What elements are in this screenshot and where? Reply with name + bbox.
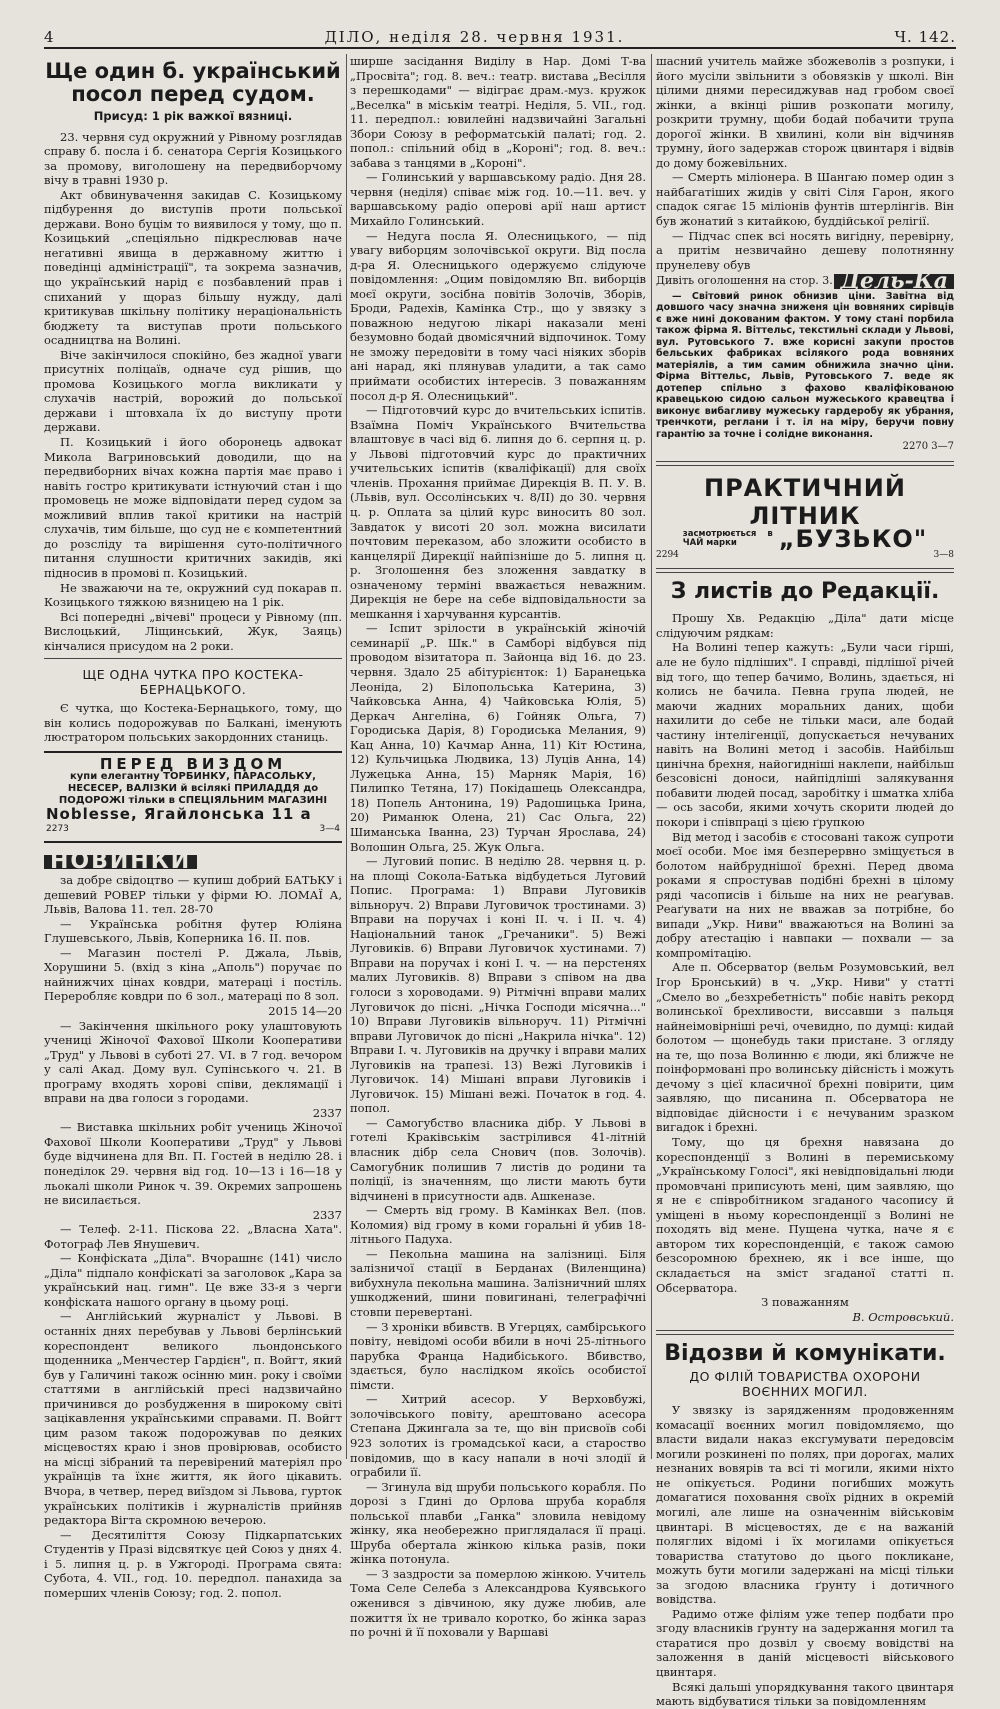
news-item: — Згинула від шруби польського корабля. По дорозі з Гдині до Орлова шруба корабля польської плавби „Ганка" зловила невідому жінку, яка необережно приглядалася її праці. Шруба обертала жінкою кілька разів, поки жінка потонула.: [350, 1479, 646, 1567]
ad-text: — Світовий ринок обнизив ціни. Завітна від довшого часу значна зниженя цін вовняних сирівців є вже нині докованим фактом. У тому стані порбила також фірма Я. Віттельс, текстильні склади у Львові, вул. Рутовського 7. вже корисні закупи простов бельських фабриках всілякого рода вовняних матеріялів, а тим самим обнижила значно ціни. Фірма Віттельс, Львів, Рутовського 7. веде як дотепер спільно з фахово кваліфікованою кравецькою сидою сальон мужеського кравецтва і виконує вибагливу мужеську гардеробу як убрання, тренчкоти, реглани і т. іл на міру, беручи повну гарантію за точне і солідне виконання.: [656, 290, 954, 440]
ad-title: ПЕРЕД ВИЗДОМ: [99, 754, 287, 773]
article-paragraph: П. Козицький і його оборонець адвокат Микола Вагриновський доводили, що на передвиборних вічах кожна партія має право і навіть гостро критикувати істнуючий стан і що промовець не може відповідати перед судом за можливий вплив такої критики на настрій слухачів, тим більше, що суд не є компетентний до розсліду та вирішення суто-політичного питання слушности критичних закидів, які підносив в промові п. Козицький.: [44, 435, 342, 580]
section-title-novinky: НОВИНКИ: [44, 855, 197, 870]
column-divider: [346, 54, 347, 1459]
column-3: [656, 54, 954, 1709]
ad-text: засмотрюється в ЧАЙ марки: [682, 528, 773, 548]
masthead-line: ДІЛО, неділя 28. червня 1931.: [324, 28, 625, 46]
page-number: 4: [44, 28, 55, 46]
issue-number: Ч. 142.: [894, 28, 956, 46]
article-paragraph: Віче закінчилося спокійно, без жадної уваги присутніх поліцаїв, одначе суд рішив, що промова Козицького могла викликати у слухачів настрій, ворожий до польської держави і штовхала їх до виступу проти держави.: [44, 347, 342, 435]
ad-number: 2015 14—20: [268, 1003, 342, 1018]
advertisement-noblesse: [44, 751, 342, 843]
news-item: — Голинський у варшавському радіо. Дня 28. червня (неділя) співає між год. 10.—11. веч. у варшавському радіо оперові арії наш артист Михайло Голинський.: [350, 170, 646, 229]
ad-number: 3—4: [319, 823, 340, 834]
section-title-letters: З листів до Редакції.: [670, 579, 940, 605]
section-title-vidozvy: Відозви й комунікати.: [664, 1341, 946, 1367]
news-item: — Пекольна машина на залізниці. Біля залізничої стації в Берданах (Виленщина) вибухнула пекольна машина. Залізничний шлях ушкоджений, шини повигинані, телеграфічні стовпи перевертані.: [350, 1246, 646, 1320]
ad-number: 2270 3—7: [902, 441, 954, 453]
ad-numbers: [46, 822, 340, 837]
column-divider: [651, 54, 652, 1459]
news-item: ширше засідання Виділу в Нар. Домі Т-ва „Просвіта"; год. 8. веч.: театр. вистава „Весілля з перешкодами" — відіграє драм.-муз. кружок „Веселка" в міськім театрі. Неділя, 5. VII., год. 11. передпол.: ювилейні надзвичайні Загальні Збори Союзу в реформатській палаті; год. 2. попол.: спільний обід в „Короні"; год. 8. веч.: забава з танцями в „Короні".: [350, 54, 646, 170]
news-item: шасний учитель майже збожеволів з розпуки, і його мусіли звільнити з обовязків у школі. Він цілими днями пересиджував над гробом своєї жінки, а вкінці рішив розкопати могилу, розкрити трумну, щоби бодай побачити трупа дорогої жінки. В хвилині, коли він відчиняв трумну, його задержав сторож цвинтаря і відвів до дому божевільних.: [656, 54, 954, 170]
news-item: — Виставка шкільних робіт учениць Жіночої Фахової Школи Кооперативи „Труд" у Львові буде відчинена для Вп. П. Гостей в неділю 28. і понеділок 29. червня від год. 10—13 і 16—18 у льокалі школи Ринок ч. 39. Окремих запрошень не висилається.: [44, 1120, 342, 1208]
article-paragraph: Радимо отже філіям уже тепер подбати про згоду власників ґрунту на задержання могил та старатися про дозвіл у своєму вовідстві на заложення в даній місцевості військового цвинтаря.: [656, 1606, 954, 1679]
divider: [656, 1330, 954, 1335]
letter-paragraph: Прошу Хв. Редакцію „Діла" дати місце слідуючим рядкам:: [656, 611, 954, 640]
delka-logo: Дель-Ка: [834, 274, 954, 289]
news-item: — Смерть від грому. В Камінках Вел. (пов. Коломия) від грому в коми горальні й убив 18-літнього Падуха.: [350, 1203, 646, 1247]
news-item: — Самогубство власника дібр. У Львові в готелі Краківськім застрілився 41-літній власник дібр села Снович (пов. Золочів). Самогубник полишив 7 листів до родини та поліції, із значенням, що листи мають бути відчинені в присутности адв. Ашкеназе.: [350, 1115, 646, 1203]
news-item: — Закінчення шкільного року улаштовують учениці Жіночої Фахової Школи Кооперативи „Труд" у Львові в суботі 27. VI. в 7 год. вечором у салі Акад. Дому вул. Супінського ч. 21. В програму входять хорові співи, деклямації і вправи на два голоси з городами.: [44, 1018, 342, 1106]
page-header: [44, 24, 956, 46]
tea-ad-row: [656, 524, 954, 553]
news-item: — Українська робітня футер Юліяна Глушевського, Львів, Коперника 16. II. пов.: [44, 916, 342, 946]
ad-number: 2294: [656, 549, 679, 560]
article-paragraph: У звязку із зарядженням продовженням комасації воєнних могил повідомляємо, що власти видали наказ ексгумувати передовсім могили розкинені по полях, при дорогах, малих незнаних вовярів та всі ті могили, якими ніхто не опікується. Родини погибших можуть домагатися поховання своїх рідних в окремій могилі, але лише на означеннім військовім цвинтарі. В місцевостях, де є на важаній поляглих відомі і їх могилами опікується товариства статутово до цього покликане, можуть бути могили задержані на місці тільки за згодою власника ґрунту і дотичного вовідства.: [656, 1403, 954, 1607]
letter-paragraph: Тому, що ця брехня навязана до кореспонденції з Волині в перемиському „Українському Голосі", які невідповідальні люди промовчані приписують мені, цим заявляю, що я не є співробітником згаданого часопису й уміщені в ньому кореспонденції з Волині не походять від мене. Пущена чутка, наче я є автором тих кореспонденцій, є також самою безсоромною брехнею, як і все інше, що складається на зміст згаданої статті п. Обсерватора.: [656, 1135, 954, 1295]
article-paragraph: Не зважаючи на те, окружний суд покарав п. Козицького тяжкою вязницею на 1 рік.: [44, 580, 342, 610]
news-item: — Смерть міліонера. В Шангаю помер один з найбагатіших жидів у світі Сіля Гарон, якого спадок сягає 15 міліонів фунтів штерлінгів. Він був жонатий з китайкою, буддійської релігії.: [656, 170, 954, 229]
article-paragraph: Всі попередні „вічеві" процеси у Рівному (пп. Вислоцький, Ліщинський, Жук, Заяць) кінчалися присудом на 2 роки.: [44, 609, 342, 653]
column-1: [44, 54, 342, 1600]
letter-signature: В. Островський.: [852, 1309, 954, 1324]
letter-paragraph: Але п. Обсерватор (вельм Розумовський, вел Ігор Бронський) в ч. „Укр. Ниви" у статті „Смело во „безхребетність" побіє навіть рекорд волинської брехливости, виссавши з пальця найнеімовірніші речі, очевидно, по думці: кидай болотом — щонебудь таки пристане. З огляду на те, що поза Волинню є люди, які ближче не поінформовані про волинську дійсність і можуть дечому з цієї класичної брехні повірити, цим заявляю, що писанина п. Обсерватора не відповідає дійсности і є нечуваним зразком вигадок і брехні.: [656, 960, 954, 1135]
divider: [44, 658, 342, 659]
article-headline: ДО ФІЛІЙ ТОВАРИСТВА ОХОРОНИ ВОЄННИХ МОГИЛ.: [689, 1369, 921, 1400]
news-item: — Конфіската „Діла". Вчорашнє (141) число „Діла" підпало конфіскаті за заголовок „Кара за український нац. гимн". Це вже 33-я з черги конфіската нашого органу в цьому році.: [44, 1251, 342, 1309]
ad-title: ПРАКТИЧНИЙ ЛІТНИК: [704, 473, 906, 530]
news-item: — З заздрости за померлою жінкою. Учитель Тома Селе Селеба з Александрова Куявського оженився з дівчиною, яку дуже любив, але пожиття їх не тривало коротко, бо жінка зараз по рочні й її поховали у Варшаві: [350, 1566, 646, 1640]
news-item: — З хроніки вбивств. В Угерцях, самбірського повіту, невідомі особи вбили в ночі 25-літнього парубка Франца Надибіського. Вбивство, здається, було наслідком якоїсь особистої пімсти.: [350, 1319, 646, 1392]
delka-ad-row: [656, 268, 954, 295]
letter-paragraph: На Волині тепер кажуть: „Були часи гірші, але не було підліших". І справді, підлішої річей від того, що тепер бачимо, Волинь, здається, ні колись не бачила. Певна група людей, не маючи жадних моральних даних, щоби нахилити до себе не тільки маси, але бодай частину інтелігенції, допускається нечуваних навіть на Волині метод і засобів. Найбільш цинічна брехня, найогидніші наклепи, найбільш безсовісні доноси, найпідліші залякування побавити людей посад, заробітку і шматка хліба — ось засоби, якими хочуть скорити людей до покори і співпраці з цією ґрупкою: [656, 640, 954, 829]
news-item: — Англійський журналіст у Львові. В останніх днях перебував у Львові берлінський кореспондент великого льондонського щоденника „Менчестер Гардієн", п. Войгт, який був у Галичині також осінню мин. року і своїми статтями в англійській пресі надзвичайно причинився до розбудження в широкому світі зацікавлення українськими справами. П. Войгт цим разом також подорожував по деяких місцевостях краю і знов провірював, особисто на місці зібраний та перевірений матеріял про українців та їхнє життя, як його цікавить. Вчора, в четвер, перед виїздом зі Львова, гурток українських політиків і журналістів прийняв редактора Вігта скромною вечерою.: [44, 1309, 342, 1528]
ad-number: 3—8: [933, 549, 954, 560]
ad-number: 2337: [312, 1105, 342, 1120]
news-item: — Підготовчий курс до вчительських іспитів. Взаїмна Поміч Українського Вчительства влаштовує в часі від 6. липня до 6. серпня ц. р. у Львові підготовчий курс до практичних учительських іспитів (кваліфікації) для своїх членів. Прохання приймає Дирекція В. П. У. В. (Львів, вул. Оссолінських ч. 8/II) до 30. червня ц. р. Оплата за цілий курс виносить 80 зол. Завдаток у висоті 20 зол. можна висилати почтовим переказом, або зложити особисто в канцелярії Дирекції найпізніше до 5. липня ц. р. Зголошення без зложення завдатку в означеному терміні вважається неважним. Дирекція не бере на себе відповідальности за мешкання і харчування курсантів.: [350, 403, 646, 621]
ad-number: 2273: [46, 823, 69, 834]
news-item: — Хитрий асесор. У Верховбужі, золочівського повіту, арештовано асесора Степана Джингала за те, що він присвоїв собі 923 золотих із громадської каси, а староство повідомив, що в касу напали в ночі злодії й ограбили її.: [350, 1392, 646, 1480]
article-headline: ЩЕ ОДНА ЧУТКА ПРО КОСТЕКА-БЕРНАЦЬКОГО.: [82, 667, 304, 698]
tea-brand: „БУЗЬКО": [778, 524, 928, 553]
divider: [656, 568, 954, 573]
news-item: — Підчас спек всі носять вигідну, перевірну, а притім незвичайно дешеву полотнянну прунелеву обув: [656, 228, 954, 272]
news-item: — Іспит зрілости в українській жіночій семинарії „Р. Шк." в Самборі відбувся під проводом візитатора п. Зайонца від 16. до 23. червня. Здало 25 абітурієнток: 1) Баранецька Леоніда, 2) Білопольська Катерина, 3) Чайковська Анна, 4) Чайковська Юлія, 5) Деркач Ангеліна, 6) Гойняк Ольга, 7) Городиська Дарія, 8) Городиська Мелания, 9) Кац Анна, 10) Качмар Анна, 11) Кіт Юстина, 12) Кульчицька Людвика, 13) Луців Анна, 14) Лужецька Анна, 15) Марняк Марія, 16) Пилипко Тетяна, 17) Покідашець Олександра, 18) Попель Антонина, 19) Радошицька Ірина, 20) Риманюк Олена, 21) Сас Ольга, 22) Шиманська Іванна, 23) Турчан Ярослава, 24) Волошин Ольга, 25. Жук Ольга.: [350, 621, 646, 854]
news-item: — Магазин постелі Р. Джала, Львів, Хорушини 5. (вхід з кіна „Аполь") поручає по найнижчих цінах ковдри, матераці і постіль. Переробляє ковдри по 6 зол., матераці по 8 зол.: [44, 945, 342, 1004]
column-2: [350, 54, 646, 1640]
divider: [656, 461, 954, 466]
ad-text: купи елегантну ТОРБИНКУ, ПАРАСОЛЬКУ, НЕСЕСЕР, ВАЛІЗКИ й всілякі ПРИЛАДДЯ до ПОДОРОЖІ тільки в СПЕЦІЯЛЬНИМ МАГАЗИНІ: [58, 771, 328, 807]
ad-address: Noblesse, Ягайлонська 11 а: [46, 805, 312, 824]
news-item: — Телеф. 2-11. Піскова 22. „Власна Хата". Фотограф Лев Янушевич.: [44, 1222, 342, 1251]
article-paragraph: Всякі дальші упорядкування такого цвинтаря мають відбуватися тільки за повідомленням: [656, 1679, 954, 1709]
news-item: — Луговий попис. В неділю 28. червня ц. р. на площі Сокола-Батька відбудеться Луговий Попис. Програма: 1) Вправи Луговиків вільноруч. 2) Вправи Луговичок тростинами. 3) Вправи на поручах і коні II. ч. і II. ч. 4) Національний танок „Гречаники". 5) Вежі Луговиків. 6) Вправи Луговичок хустинами. 7) Вправи на поручах і коні I. ч. — на перстенях малих Луговиків. 8) Вправи з співом на два голоси з хороводами. 9) Рітмічні вправи малих Луговичок до пісні. „Нічка Господи місячна..." 10) Вправи Луговиків вільноруч. 11) Рітмічні вправи Луговичок до пісні „Накрила нічка". 12) Вправи І. ч. Луговиків на дручку і вправи малих Луговиків на трапезі. 13) Вежі Луговиків і Луговичок. 14) Мішані вправи Луговиків і Луговичок. 15) Мішані вежі. Початок в год. 4. попол.: [350, 854, 646, 1116]
article-paragraph: Акт обвинувачення закидав С. Козицькому підбурення до виступів проти польської держави. Воно буцім то виявилося у тому, що п. Козицький „спеціяльно підкреслював наче негативні явища в державному життю і поведінці адміністрації", та зокрема зазначив, що український нарід є позбавлений прав і спиханий у щораз більшу нужду, далі критикував шкільну політику нераціональність бюджету та виступав проти польського осадництва на Волині.: [44, 187, 342, 348]
article-paragraph: 23. червня суд окружний у Рівному розглядав справу б. посла і б. сенатора Сергія Козицького за промову, виголошену на передвиборчому вічу в травні 1930 р.: [44, 129, 342, 188]
header-rule: [44, 47, 956, 49]
news-item: — Десятиліття Союзу Підкарпатських Студентів у Празі відсвяткує цей Союз у днях 4. і 5. липня ц. р. в Ужгороді. Програма свята: Субота, 4. VII., год. 10. передпол. панахида за померших членів Союзу; год. 2. попол.: [44, 1527, 342, 1600]
letter-paragraph: Від метод і засобів є стосовані також супроти моєї особи. Моє імя безперервно зміщується в болотом найбруднішої брехні. Перед двома роками я спростував подібні брехні в цілому ряді часописів і більше на них не реаґував. Реаґувати на них не вважав за потрібне, бо випади „Укр. Ниви" вважаються на Волині за добру атестацію і навпаки — похвали — за компромітацію.: [656, 829, 954, 960]
letter-closing: З поважанням: [761, 1295, 849, 1310]
article-paragraph: Є чутка, що Костека-Бернацького, тому, що він колись подорожував по Балкані, іменують люстратором польських закордонних станиць.: [44, 701, 342, 745]
article-headline: Ще один б. український посол перед судом.: [45, 59, 341, 106]
ad-text: Дивіть оголошення на стор. 3.: [656, 274, 833, 288]
article-subhead: Присуд: 1 рік важкої вязниці.: [93, 109, 293, 123]
ad-number: 2337: [312, 1207, 342, 1222]
news-item: за добре свідоцтво — купиш добрий БАТЬКУ і дешевий РОВЕР тільки у фірми Ю. ЛОМАЇ А, Львів, Валова 11. тел. 28-70: [44, 873, 342, 917]
news-item: — Недуга посла Я. Олесницького, — під увагу виборцям золочівської округи. Від посла д-ра Я. Олесницького одержуємо слідуюче повідомлення: „Оцим повідомляю Вп. виборців моєї округи, зосібна повітів Золочів, Зборів, Броди, Радехів, Камінка Стр., що у звязку з поважною недугою лікарі наказали мені безумовно бодай двомісячний відпочинок. Тому не зможу передовіти в тому часі ніяких зборів ані нарад, які плянував уладити, а так само приймати особистих інтересів. З поважанням посол д-р Я. Олесницький".: [350, 228, 646, 403]
